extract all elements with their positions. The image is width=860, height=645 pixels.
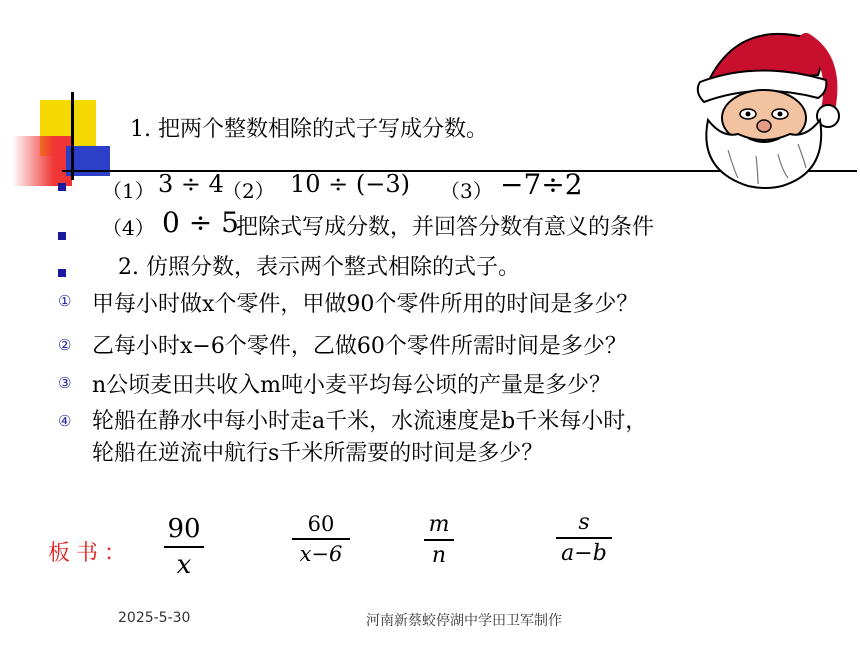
fraction-4-numerator: s <box>578 510 590 535</box>
question-1-title: 1. 把两个整数相除的式子写成分数。 <box>130 117 488 142</box>
fraction-2-denominator: x−6 <box>299 542 343 566</box>
square-bullet-icon <box>58 183 66 191</box>
question-2-title: 2. 仿照分数，表示两个整式相除的式子。 <box>118 255 520 280</box>
banshu-label: 板书： <box>48 541 133 566</box>
item-row-1 <box>58 172 66 197</box>
fraction-3-denominator: n <box>431 543 447 568</box>
expr-3: −7÷2 <box>500 168 583 201</box>
footer-credit: 河南新蔡蛟停湖中学田卫军制作 <box>366 613 562 629</box>
fraction-3-numerator: m <box>428 512 450 537</box>
label-2: （2） <box>222 179 275 203</box>
fraction-2-bar <box>292 538 350 540</box>
fraction-1-bar <box>164 546 204 548</box>
question-marker-1: ① <box>58 292 72 310</box>
square-bullet-icon <box>58 232 66 240</box>
expr-2: 10 ÷ (−3) <box>290 170 411 198</box>
fraction-4-bar <box>556 537 612 539</box>
decor-vertical-line <box>71 92 74 180</box>
question-text-2: 乙每小时x−6个零件，乙做60个零件所需时间是多少？ <box>92 334 627 359</box>
fraction-3 <box>424 512 454 568</box>
item-4-text: 把除式写成分数，并回答分数有意义的条件 <box>236 215 655 240</box>
question-marker-4: ④ <box>58 412 72 430</box>
fraction-4-denominator: a−b <box>561 541 607 566</box>
fraction-4 <box>556 510 612 566</box>
question-text-4: 轮船在静水中每小时走a千米，水流速度是b千米每小时， <box>92 409 648 434</box>
fraction-3-bar <box>424 539 454 541</box>
label-3: （3） <box>440 179 493 203</box>
square-bullet-icon <box>58 269 66 277</box>
item-row-4-bullet <box>58 225 66 244</box>
question-text-3: n公顷麦田共收入m吨小麦平均每公顷的产量是多少？ <box>92 373 612 398</box>
question-marker-3: ③ <box>58 374 72 392</box>
fraction-1-denominator: x <box>176 550 192 580</box>
label-1: （1） <box>102 179 155 203</box>
question-text-1: 甲每小时做x个零件，甲做90个零件所用的时间是多少？ <box>92 292 639 317</box>
expr-1: 3 ÷ 4 <box>158 170 224 198</box>
label-4: （4） <box>102 216 155 240</box>
item-2-bullet <box>58 262 66 281</box>
question-text-4b: 轮船在逆流中航行s千米所需要的时间是多少？ <box>92 441 544 466</box>
footer-date: 2025-5-30 <box>118 610 191 626</box>
santa-clipart-image <box>678 20 846 190</box>
expr-4: 0 ÷ 5 <box>162 206 239 239</box>
fraction-1-numerator: 90 <box>167 514 201 544</box>
fraction-2 <box>292 512 350 566</box>
question-marker-2: ② <box>58 336 72 354</box>
fraction-2-numerator: 60 <box>307 512 335 536</box>
fraction-1 <box>164 514 204 580</box>
